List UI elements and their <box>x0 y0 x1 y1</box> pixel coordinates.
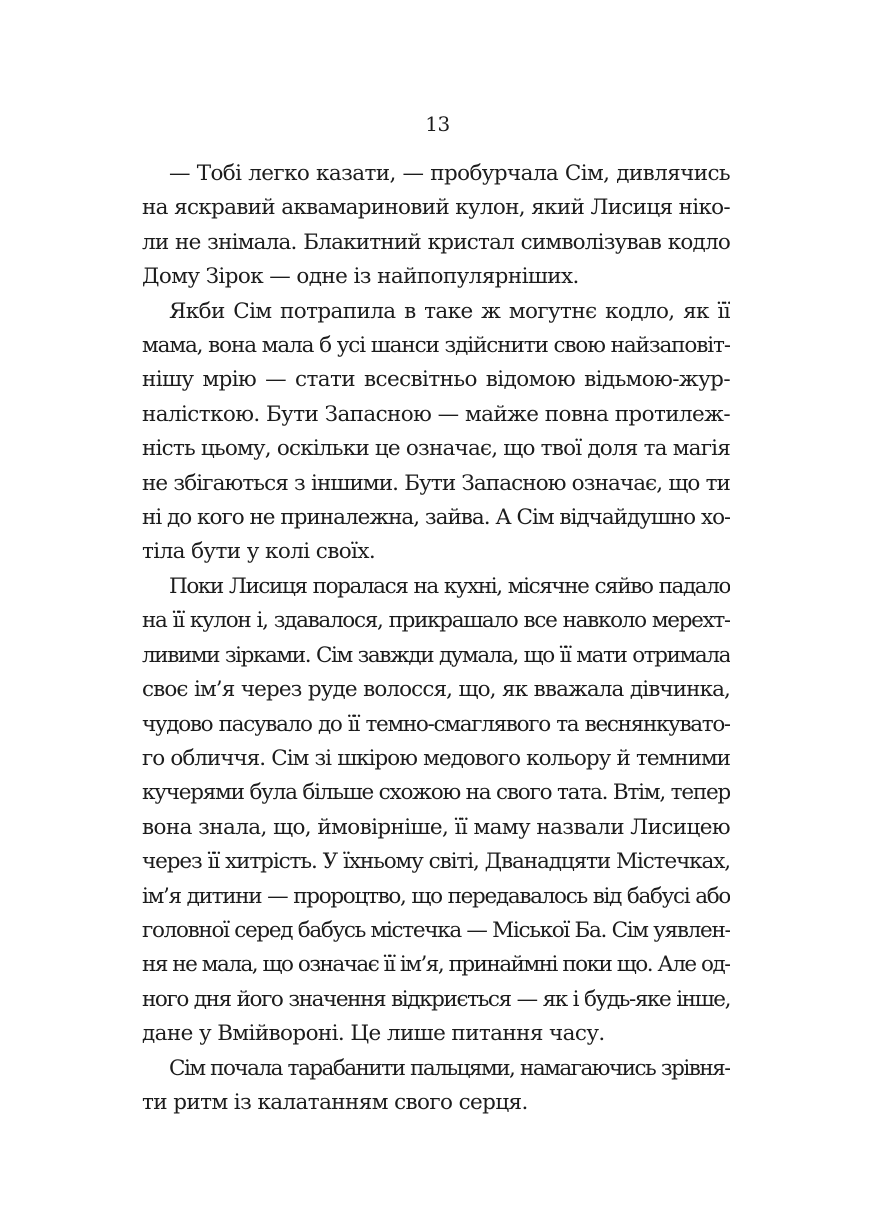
text-line: не збігаються з іншими. Бути Запасною означає, що ти <box>142 470 730 496</box>
text-line: на її кулон і, здавалося, прикрашало все навколо мерехт- <box>142 608 730 634</box>
text-line: через її хитрість. У їхньому світі, Дванадцяти Містечках, <box>142 849 730 875</box>
text-line: мама, вона мала б усі шанси здійснити свою найзаповіт- <box>142 333 730 359</box>
text-line: Якби Сім потрапила в таке ж могутнє кодло, як її <box>169 298 730 324</box>
text-line: го обличчя. Сім зі шкірою медового кольору й темними <box>142 745 730 771</box>
text-line: Поки Лисиця поралася на кухні, місячне сяйво падало <box>169 573 730 599</box>
text-line: ня не мала, що означає її ім’я, принаймні поки що. Але од- <box>142 952 730 978</box>
text-line: ного дня його значення відкриється — як і будь-яке інше, <box>142 986 730 1012</box>
text-line: ім’я дитини — пророцтво, що передавалось від бабусі або <box>142 883 730 909</box>
text-line: ність цьому, оскільки це означає, що твої доля та магія <box>142 436 730 462</box>
page-number: 13 <box>425 112 450 136</box>
text-line: вона знала, що, ймовірніше, її маму назвали Лисицею <box>142 814 730 840</box>
text-line: на яскравий аквамариновий кулон, який Лисиця ніко- <box>142 195 730 221</box>
text-line: кучерями була більше схожою на свого тата. Втім, тепер <box>142 780 730 806</box>
text-line: Дому Зірок — одне із найпопулярніших. <box>142 264 579 290</box>
paragraph <box>142 1052 730 1121</box>
text-line: нішу мрію — стати всесвітньо відомою відьмою-жур- <box>142 367 730 393</box>
text-line: головної серед бабусь містечка — Міської Ба. Сім уявлен- <box>142 917 730 943</box>
text-line: чудово пасувало до її темно-смаглявого та веснянкувато- <box>142 711 730 737</box>
text-line: дане у Вмійвороні. Це лише питання часу. <box>142 1021 605 1047</box>
text-line: ні до кого не приналежна, зайва. А Сім відчайдушно хо- <box>142 505 730 531</box>
paragraph <box>142 295 730 570</box>
paragraph <box>142 157 730 295</box>
text-line: ливими зірками. Сім завжди думала, що її мати отримала <box>142 642 730 668</box>
text-line: ли не знімала. Блакитний кристал символізував кодло <box>142 229 730 255</box>
text-line: ти ритм із калатанням свого серця. <box>142 1089 528 1115</box>
body-text <box>142 157 730 1120</box>
paragraph <box>142 570 730 1052</box>
text-line: своє ім’я через руде волосся, що, як вважала дівчинка, <box>142 677 730 703</box>
text-line: — Тобі легко казати, — пробурчала Сім, дивлячись <box>169 161 730 186</box>
text-line: Сім почала тарабанити пальцями, намагаючись зрівня- <box>169 1055 730 1081</box>
text-line: налісткою. Бути Запасною — майже повна протилеж- <box>142 401 730 427</box>
text-line: тіла бути у колі своїх. <box>142 539 376 565</box>
